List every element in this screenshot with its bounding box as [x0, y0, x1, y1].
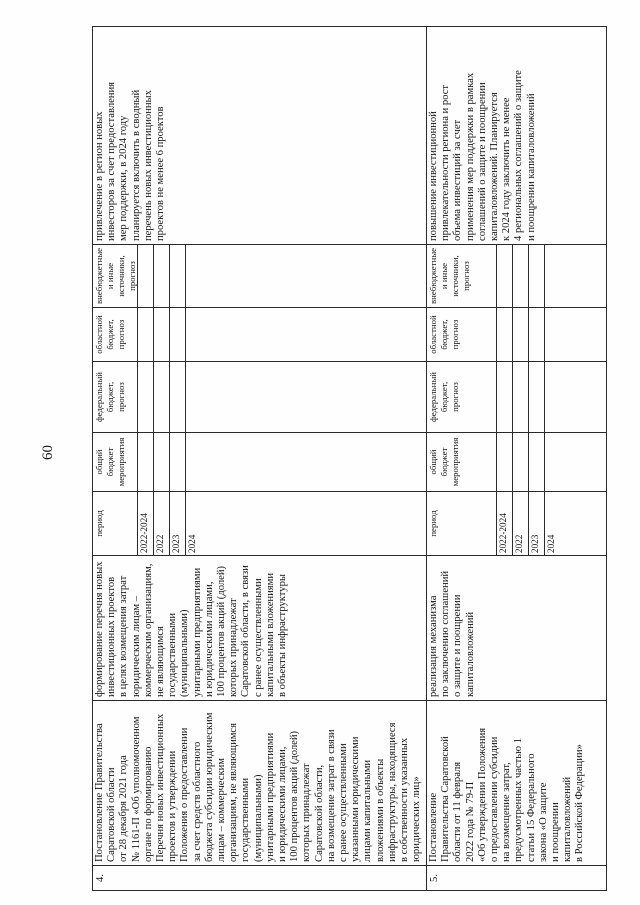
extra-budget-value — [170, 245, 185, 307]
total-budget-header: общий бюджет мероприятия — [93, 433, 137, 491]
period-cell: 2023 — [170, 492, 185, 555]
total-budget-value — [513, 433, 528, 491]
period-cell: 2024 — [545, 492, 606, 555]
period-cell: 2022-2024 — [497, 492, 512, 555]
total-budget-value — [138, 433, 153, 491]
total-budget-value — [497, 433, 512, 491]
regional-budget-value — [170, 308, 185, 361]
federal-budget-header: федеральный бюджет, прогноз — [427, 362, 496, 432]
extra-budget-value — [545, 245, 606, 307]
extra-budget-value — [497, 245, 512, 307]
period-cell: 2022-2024 — [138, 492, 153, 555]
extra-budget-header: внебюджетные и иные источники, прогноз — [93, 245, 137, 307]
expected-result-cell: повышение инвестиционной привлекательности региона и рост объема инвестиций за счет применения мер поддержки в рамках соглашений о защите и поощрении капиталовложений. Планируется к 2024 году заключить не менее 4 региональных соглашений о защите и поощрении капиталовложений — [427, 27, 606, 244]
period-cell: 2024 — [186, 492, 426, 555]
federal-budget-value — [497, 362, 512, 432]
measure-cell: реализация механизма по заключению соглашений о защите и поощрении капиталовложений — [427, 556, 606, 700]
expected-result-cell: привлечение в регион новых инвесторов за счет предоставления мер поддержки, в 2024 году планируется включить в сводный перечень новых инвестиционных проектов не менее 6 проектов — [93, 27, 426, 244]
period-cell: 2022 — [154, 492, 169, 555]
regional-budget-value — [186, 308, 426, 361]
row-number: 4. — [93, 866, 426, 890]
legal-act-cell: Постановление Правительства Саратовской области от 28 декабря 2021 года № 1161-П «Об уполномоченном органе по формированию Перечня новых инвестиционных проектов и утверждении Положения о предоставлении за счет средств областного бюджета субсидии юридическим лицам – коммерческим организациям, не являющимся государственными (муниципальными) унитарными предприятиями и юридическими лицами, 100 процентов акций (долей) которых принадлежат Саратовской области, на возмещение затрат в связи с ранее осуществленными указанными юридическими лицами капитальными вложениями в объекты инфраструктуры, находящиеся в собственности указанных юридических лиц» — [93, 701, 426, 865]
federal-budget-value — [529, 362, 544, 432]
extra-budget-header: внебюджетные и иные источники, прогноз — [427, 245, 496, 307]
legal-act-cell: Постановление Правительства Саратовской области от 11 февраля 2022 года № 79-П «Об утверждении Положения о предоставлении субсидии на возмещение затрат, предусмотренных частью 1 статьи 15 Федерального закона «О защите и поощрении капиталовложений в Российской Федерации» — [427, 701, 606, 865]
extra-budget-value — [529, 245, 544, 307]
total-budget-value — [529, 433, 544, 491]
federal-budget-value — [170, 362, 185, 432]
total-budget-header: общий бюджет мероприятия — [427, 433, 496, 491]
period-cell: 2022 — [513, 492, 528, 555]
extra-budget-value — [138, 245, 153, 307]
page-number: 60 — [40, 445, 56, 460]
total-budget-value — [154, 433, 169, 491]
federal-budget-value — [138, 362, 153, 432]
regional-budget-value — [138, 308, 153, 361]
federal-budget-value — [513, 362, 528, 432]
regional-budget-value — [529, 308, 544, 361]
regional-budget-value — [154, 308, 169, 361]
regional-budget-header: областной бюджет, прогноз — [93, 308, 137, 361]
federal-budget-value — [154, 362, 169, 432]
program-measures-table — [92, 26, 607, 891]
regional-budget-header: областной бюджет, прогноз — [427, 308, 496, 361]
period-cell: 2023 — [529, 492, 544, 555]
extra-budget-value — [154, 245, 169, 307]
total-budget-value — [170, 433, 185, 491]
period-header: период — [427, 492, 496, 555]
regional-budget-value — [497, 308, 512, 361]
federal-budget-header: федеральный бюджет, прогноз — [93, 362, 137, 432]
measure-cell: формирование перечня новых инвестиционных проектов в целях возмещения затрат юридическим лицам – коммерческим организациям, не являющимся государственными (муниципальными) унитарными предприятиями и юридическими лицами, 100 процентов акций (долей) которых принадлежат Саратовской области, в связи с ранее осуществленными капитальными вложениями в объекты инфраструктуры — [93, 556, 426, 700]
regional-budget-value — [513, 308, 528, 361]
total-budget-value — [186, 433, 426, 491]
row-number: 5. — [427, 866, 606, 890]
regional-budget-value — [545, 308, 606, 361]
total-budget-value — [545, 433, 606, 491]
extra-budget-value — [186, 245, 426, 307]
period-header: период — [93, 492, 137, 555]
extra-budget-value — [513, 245, 528, 307]
federal-budget-value — [545, 362, 606, 432]
federal-budget-value — [186, 362, 426, 432]
